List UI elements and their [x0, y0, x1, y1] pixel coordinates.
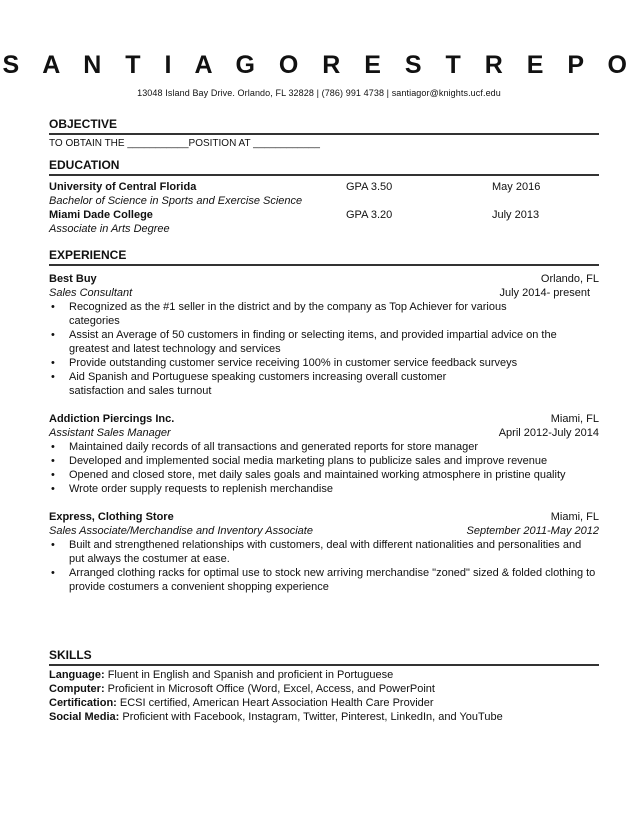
contact-line: 13048 Island Bay Drive. Orlando, FL 32828 | (786) 991 4738 | santiagor@knights.ucf.edu: [137, 88, 501, 98]
school-degree: Associate in Arts Degree: [49, 223, 170, 235]
bullet-icon: •: [51, 357, 55, 369]
school-date: July 2013: [492, 209, 540, 221]
job-entry: [49, 272, 599, 398]
bullet-icon: •: [51, 301, 55, 313]
bullet-icon: •: [51, 567, 55, 579]
education-section: [49, 158, 599, 236]
bullet-icon: •: [51, 329, 55, 341]
bullet-icon: •: [51, 441, 55, 453]
objective-text: TO OBTAIN THE ___________POSITION AT ____________: [49, 138, 320, 149]
skills-heading: SKILLS: [49, 648, 599, 666]
job-company: Addiction Piercings Inc.: [49, 413, 175, 425]
list-item: • Arranged clothing racks for optimal use to stock new arriving merchandise "zoned" sized & folded clothing to provide costumers a convenient shopping experience: [51, 567, 596, 593]
skill-row: Certification: ECSI certified, American Heart Association Health Care Provider: [49, 697, 434, 709]
school-name: University of Central Florida: [49, 181, 197, 193]
objective-section: [49, 117, 599, 151]
job-dates: April 2012-July 2014: [498, 427, 599, 439]
skill-row: Social Media: Proficient with Facebook, Instagram, Twitter, Pinterest, LinkedIn, and YouTube: [49, 711, 503, 723]
job-location: Miami, FL: [550, 511, 599, 523]
bullet-icon: •: [51, 539, 55, 551]
list-item: • Recognized as the #1 seller in the district and by the company as Top Achiever for various categories: [51, 301, 507, 327]
objective-heading: OBJECTIVE: [49, 117, 599, 135]
bullet-icon: •: [51, 483, 55, 495]
job-bullets: [49, 300, 599, 398]
school-entry: [49, 208, 599, 236]
experience-section: [49, 248, 599, 594]
skill-row: Language: Fluent in English and Spanish and proficient in Portuguese: [49, 669, 394, 681]
skill-row: Computer: Proficient in Microsoft Office (Word, Excel, Access, and PowerPoint: [49, 683, 435, 695]
bullet-icon: •: [51, 371, 55, 383]
list-item: • Maintained daily records of all transactions and generated reports for store manager: [51, 441, 479, 453]
school-entry: [49, 180, 599, 208]
bullet-icon: •: [51, 455, 55, 467]
list-item: • Built and strengthened relationships with customers, deal with different nationalities and personalities and put always the costumer at ease.: [51, 539, 582, 565]
school-gpa: GPA 3.20: [346, 209, 393, 221]
job-dates: July 2014- present: [499, 287, 590, 299]
job-company: Best Buy: [49, 273, 97, 285]
list-item: • Aid Spanish and Portuguese speaking customers increasing overall customer satisfaction and sales turnout: [51, 371, 447, 397]
school-degree: Bachelor of Science in Sports and Exercise Science: [49, 195, 303, 207]
job-bullets: [49, 440, 599, 496]
job-entry: [49, 510, 599, 594]
job-role: Sales Associate/Merchandise and Inventory Associate: [49, 525, 313, 537]
experience-heading: EXPERIENCE: [49, 248, 599, 266]
school-gpa: GPA 3.50: [346, 181, 393, 193]
list-item: • Developed and implemented social media marketing plans to publicize sales and improve revenue: [51, 455, 548, 467]
list-item: • Opened and closed store, met daily sales goals and maintained working atmosphere in pristine quality: [51, 469, 566, 481]
list-item: • Assist an Average of 50 customers in finding or selecting items, and provided impartial advice on the greatest and latest technology and services: [51, 329, 557, 355]
school-name: Miami Dade College: [49, 209, 153, 221]
job-bullets: [49, 538, 599, 594]
job-location: Miami, FL: [550, 413, 599, 425]
applicant-name: S A N T I A G O R E S T R E P O: [2, 51, 636, 79]
school-date: May 2016: [492, 181, 541, 193]
job-location: Orlando, FL: [540, 273, 599, 285]
bullet-icon: •: [51, 469, 55, 481]
education-heading: EDUCATION: [49, 158, 599, 176]
job-entry: [49, 412, 599, 496]
skills-section: [49, 648, 599, 724]
list-item: • Wrote order supply requests to replenish merchandise: [51, 483, 333, 495]
job-company: Express, Clothing Store: [49, 511, 174, 523]
list-item: • Provide outstanding customer service receiving 100% in customer service feedback surveys: [51, 357, 518, 369]
job-role: Sales Consultant: [49, 287, 133, 299]
job-dates: September 2011-May 2012: [466, 525, 599, 537]
job-role: Assistant Sales Manager: [49, 427, 171, 439]
